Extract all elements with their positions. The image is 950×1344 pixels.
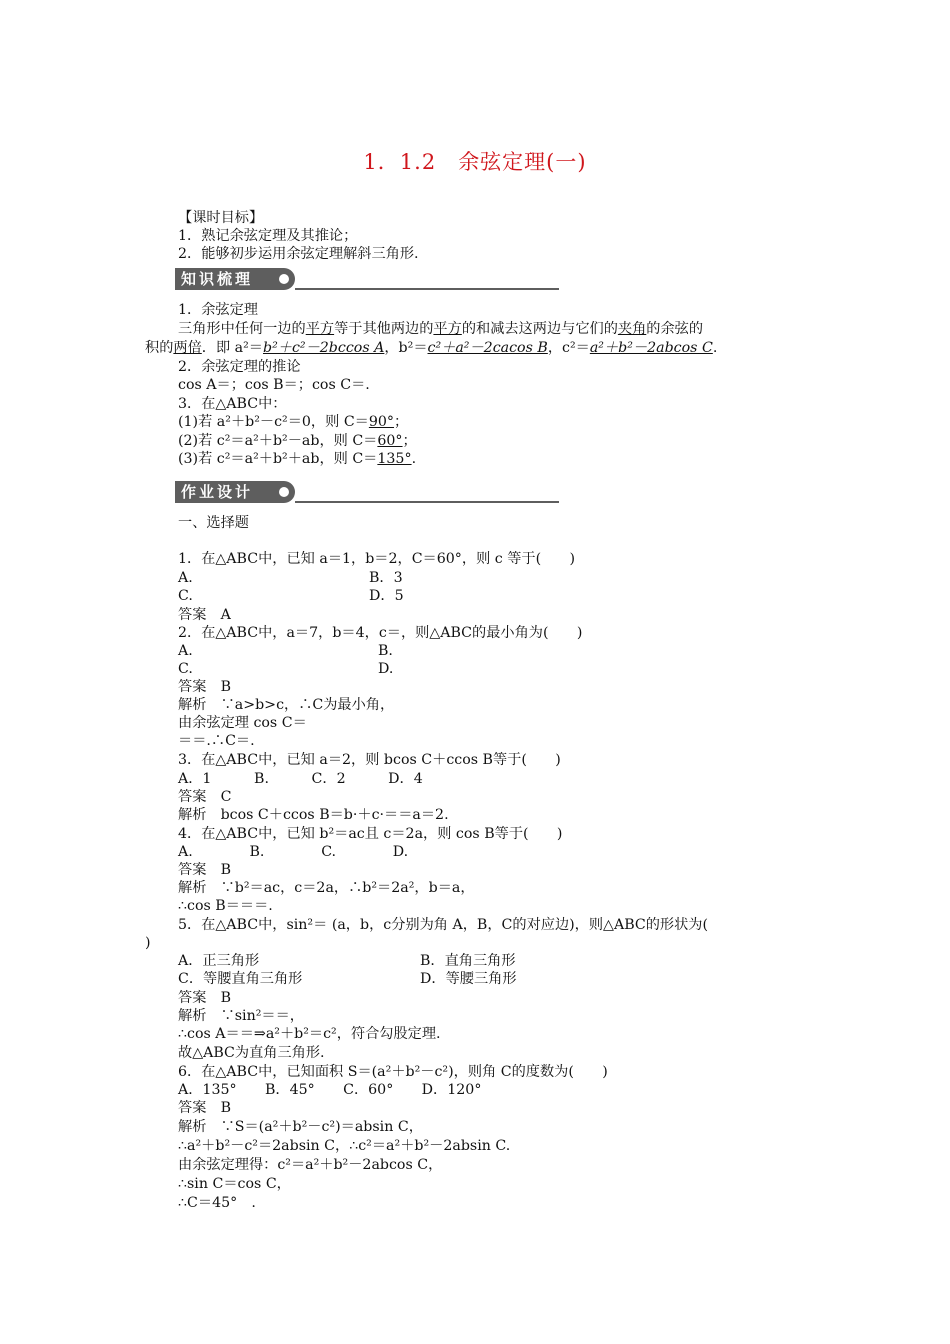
title-number: 1．1.2 [363,150,437,174]
question-stem: 5．在△ABC中，sin²＝ (a，b，c分别为角 A，B，C的对应边)，则△ABC的形状为( [178,917,709,933]
solution-line: ∴C＝45° . [178,1195,256,1211]
triangle-case-2: (2)若 c²＝a²＋b²－ab，则 C＝60°； [178,433,417,449]
solution-line: ∴cos A＝＝⇒a²＋b²＝c²，符合勾股定理. [178,1026,441,1042]
options: A．1 B. C．2 D．4 [178,771,423,787]
question-stem: 3．在△ABC中，已知 a＝2，则 bcos C＋ccos B等于( ) [178,752,561,768]
section-banner-knowledge [175,268,559,290]
solution-line: ∴a²＋b²－c²＝2absin C，∴c²＝a²＋b²－2absin C. [178,1138,511,1154]
corollary-line: cos A＝；cos B＝；cos C＝. [178,377,370,393]
option: A．正三角形 [178,953,260,969]
objectives-header: 【课时目标】 [178,210,264,226]
corollary-heading: 2．余弦定理的推论 [178,359,301,375]
objective-item: 2．能够初步运用余弦定理解斜三角形. [178,246,419,262]
question-stem: 2．在△ABC中，a＝7，b＝4，c＝，则△ABC的最小角为( ) [178,625,583,641]
option: D. [378,661,394,677]
options: A. B. C. D. [178,844,409,860]
option: A. [178,570,193,586]
solution-line: 解析 ∵sin²＝＝， [178,1008,304,1024]
theorem-line-2: 积的两倍．即 a²＝b²＋c²－2bccos A，b²＝c²＋a²－2cacos B，c²＝a²＋b²－2abcos C. [145,340,718,356]
solution-line: 解析 ∵b²＝ac，c＝2a，∴b²＝2a²，b＝a， [178,880,475,896]
answer: 答案 B [178,862,231,878]
answer: 答案 B [178,1100,231,1116]
solution-line: 由余弦定理得：c²＝a²＋b²－2abcos C， [178,1157,443,1173]
solution-line: 解析 bcos C＋ccos B＝b·＋c·＝＝a＝2. [178,807,449,823]
exercise-heading: 一、选择题 [178,515,249,531]
answer: 答案 C [178,789,232,805]
solution-line: ＝＝.∴C＝. [178,733,255,749]
page-title [0,146,950,176]
option: C. [178,588,193,604]
bullet-icon [279,274,289,284]
triangle-case-1: (1)若 a²＋b²－c²＝0，则 C＝90°； [178,414,409,430]
option: B．直角三角形 [420,953,516,969]
option: B. [378,643,393,659]
options: A．135° B．45° C．60° D．120° [178,1082,482,1098]
answer: 答案 B [178,679,231,695]
option: D．等腰三角形 [420,971,517,987]
solution-line: 故△ABC为直角三角形. [178,1045,325,1061]
option: C．等腰直角三角形 [178,971,303,987]
banner-label: 作业设计 [181,483,254,501]
option: D．5 [369,588,404,604]
solution-line: 解析 ∵a>b>c，∴C为最小角， [178,697,395,713]
option: B．3 [369,570,403,586]
section-banner-homework [175,481,559,503]
answer: 答案 A [178,607,231,623]
question-stem: 6．在△ABC中，已知面积 S＝(a²＋b²－c²)，则角 C的度数为( ) [178,1064,608,1080]
option: A. [178,643,193,659]
theorem-line-1: 三角形中任何一边的平方等于其他两边的平方的和减去这两边与它们的夹角的余弦的 [178,321,704,337]
question-stem: 4．在△ABC中，已知 b²＝ac且 c＝2a，则 cos B等于( ) [178,826,563,842]
title-text: 余弦定理(一) [458,150,587,174]
solution-line: ∴cos B＝＝＝. [178,898,273,914]
banner-label: 知识梳理 [181,270,254,288]
bullet-icon [279,487,289,497]
question-stem-cont: ) [145,935,151,951]
solution-line: ∴sin C＝cos C， [178,1176,291,1192]
answer: 答案 B [178,990,231,1006]
objective-item: 1．熟记余弦定理及其推论； [178,228,358,244]
banner-rule [295,501,559,503]
triangle-case-3: (3)若 c²＝a²＋b²＋ab，则 C＝135°. [178,451,417,467]
solution-line: 由余弦定理 cos C＝ [178,715,307,731]
theorem-heading: 1．余弦定理 [178,302,258,318]
solution-line: 解析 ∵S＝(a²＋b²－c²)＝absin C， [178,1119,423,1135]
banner-rule [295,288,559,290]
option: C. [178,661,193,677]
question-stem: 1．在△ABC中，已知 a＝1，b＝2，C＝60°，则 c 等于( ) [178,551,576,567]
triangle-heading: 3．在△ABC中： [178,396,287,412]
